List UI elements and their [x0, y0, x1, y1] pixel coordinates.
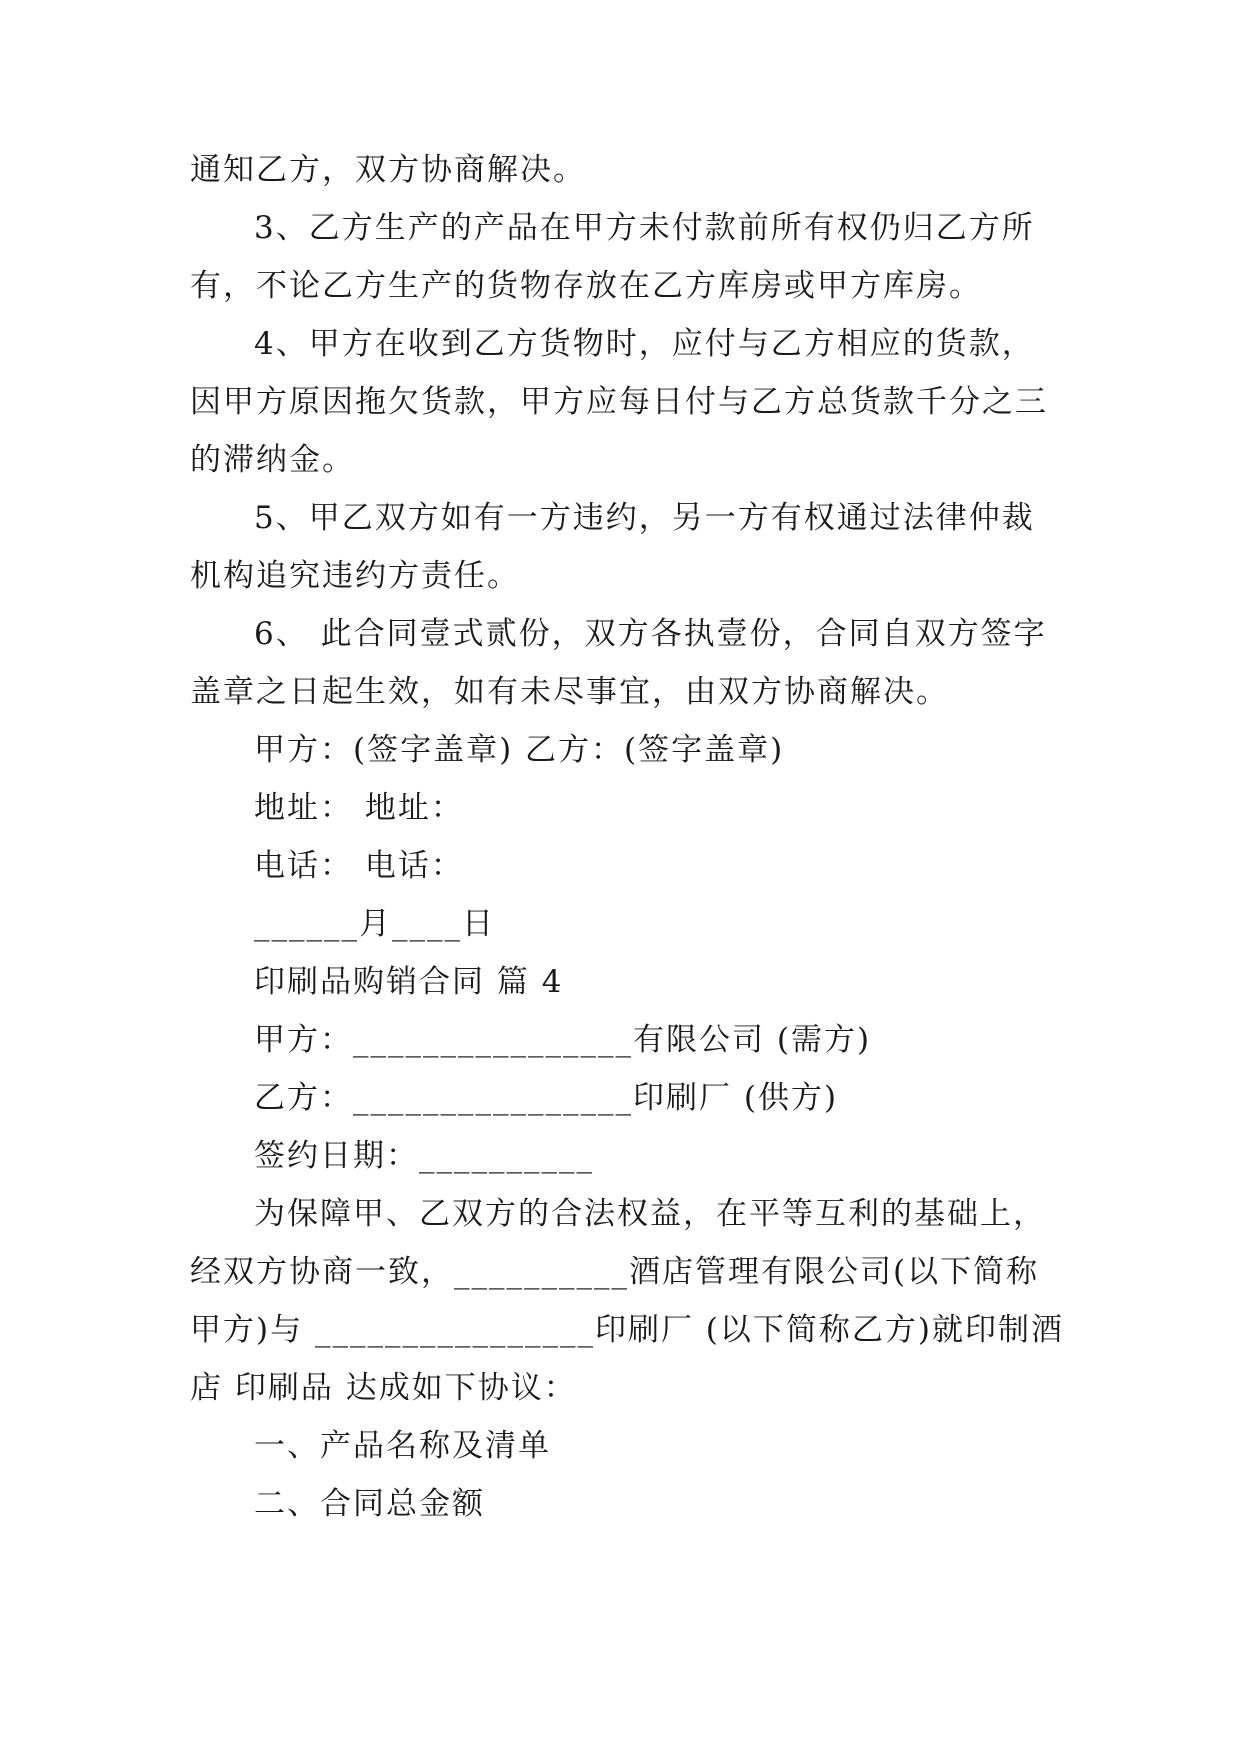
clause-4: 4、甲方在收到乙方货物时，应付与乙方相应的货款，	[254, 326, 1035, 362]
clause-5: 5、甲乙双方如有一方违约，另一方有权通过法律仲裁	[254, 500, 1035, 536]
preamble: 为保障甲、乙双方的合法权益，在平等互利的基础上，	[254, 1196, 1046, 1232]
party-b-line: 乙方：________________印刷厂 (供方)	[254, 1080, 839, 1116]
signature-line: 甲方：(签字盖章) 乙方：(签字盖章)	[254, 732, 785, 768]
text-line: 有，不论乙方生产的货物存放在乙方库房或甲方库房。	[190, 268, 982, 304]
date-line: ______月____日	[254, 906, 495, 942]
text-line: 经双方协商一致，__________酒店管理有限公司(以下简称	[190, 1254, 1040, 1290]
text-line: 因甲方原因拖欠货款，甲方应每日付与乙方总货款千分之三	[190, 384, 1048, 420]
section-title: 印刷品购销合同 篇 4	[254, 964, 564, 1000]
text-line: 的滞纳金。	[190, 442, 355, 478]
text-line: 店 印刷品 达成如下协议：	[190, 1370, 577, 1406]
text-line: 盖章之日起生效，如有未尽事宜，由双方协商解决。	[190, 674, 949, 710]
address-line: 地址： 地址：	[254, 790, 464, 826]
phone-line: 电话： 电话：	[254, 848, 464, 884]
heading-total-amount: 二、合同总金额	[254, 1486, 485, 1522]
clause-6: 6、 此合同壹式贰份，双方各执壹份，合同自双方签字	[254, 616, 1047, 652]
heading-product-list: 一、产品名称及清单	[254, 1428, 551, 1464]
clause-3: 3、乙方生产的产品在甲方未付款前所有权仍归乙方所	[254, 210, 1035, 246]
text-line: 机构追究违约方责任。	[190, 558, 520, 594]
text-line: 甲方)与 ________________印刷厂 (以下简称乙方)就印制酒	[190, 1312, 1064, 1348]
party-a-line: 甲方：________________有限公司 (需方)	[254, 1022, 872, 1058]
signing-date-line: 签约日期：__________	[254, 1138, 594, 1174]
text-line: 通知乙方，双方协商解决。	[190, 152, 586, 188]
